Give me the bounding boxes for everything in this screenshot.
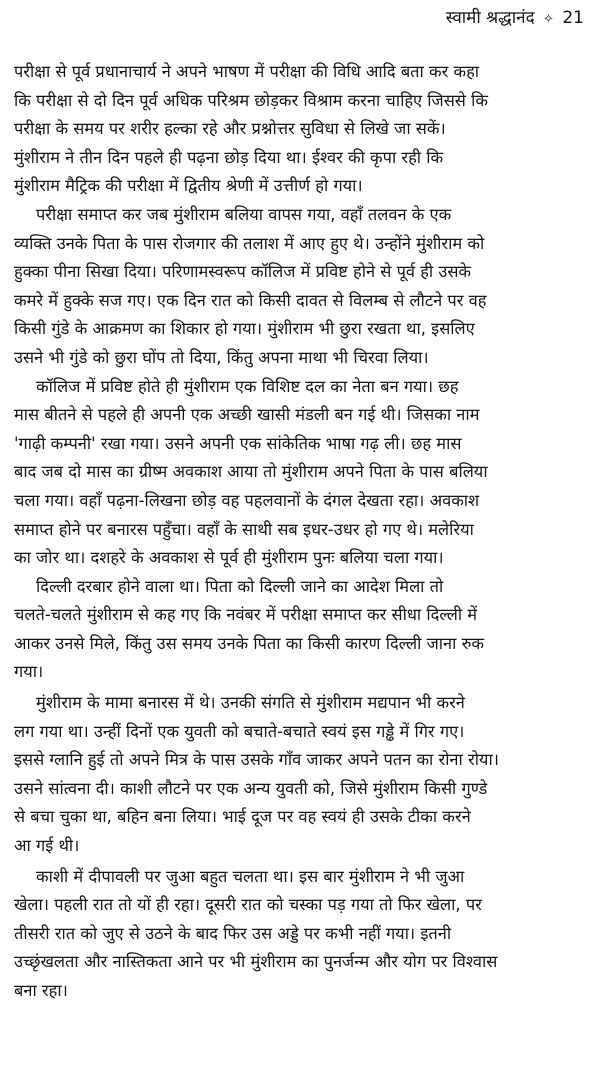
text-line: व्यक्ति उनके पिता के पास रोजगार की तलाश में आए हुए थे। उन्होंने मुंशीराम को — [14, 233, 485, 253]
text-line: बाद जब दो मास का ग्रीष्म अवकाश आया तो मुंशीराम अपने पिता के पास बलिया — [14, 462, 488, 482]
body-text — [14, 58, 586, 1006]
text-line: मुंशीराम के मामा बनारस में थे। उनकी संगति से मुंशीराम मद्यपान भी करने — [36, 693, 465, 713]
text-line: गया। — [14, 662, 44, 682]
running-header — [446, 6, 584, 32]
text-line: का जोर था। दशहरे के अवकाश से पूर्व ही मुंशीराम पुनः बलिया चला गया। — [14, 548, 444, 568]
text-line: लग गया था। उन्हीं दिनों एक युवती को बचाते-बचाते स्वयं इस गड्ढे में गिर गए। — [14, 721, 465, 741]
paragraph-6 — [14, 863, 586, 1006]
text-line: चला गया। वहाँ पढ़ना-लिखना छोड़ वह पहलवानों के दंगल देखता रहा। अवकाश — [14, 490, 480, 510]
text-line: किसी गुंडे के आक्रमण का शिकार हो गया। मुंशीराम भी छुरा रखता था, इसलिए — [14, 319, 475, 339]
text-line: मुंशीराम ने तीन दिन पहले ही पढ़ना छोड़ दिया था। ईश्वर की कृपा रही कि — [14, 147, 444, 167]
text-line: से बचा चुका था, बहिन बना लिया। भाई दूज पर वह स्वयं ही उसके टीका करने — [14, 807, 471, 827]
paragraph-4 — [14, 573, 586, 687]
paragraph-5 — [14, 689, 586, 861]
page-number: 21 — [562, 8, 584, 28]
text-line: परीक्षा से पूर्व प्रधानाचार्य ने अपने भाषण में परीक्षा की विधि आदि बता कर कहा — [14, 62, 480, 81]
text-line: परीक्षा के समय पर शरीर हल्का रहे और प्रश्नोत्तर सुविधा से लिखे जा सकें। — [14, 119, 446, 139]
text-line: उसने भी गुंडे को छुरा घोंप तो दिया, किंतु अपना माथा भी चिरवा लिया। — [14, 347, 429, 367]
text-line: हुक्का पीना सिखा दिया। परिणामस्वरूप कॉलिज में प्रविष्ट होने से पूर्व ही उसके — [14, 262, 472, 282]
book-title: स्वामी श्रद्धानंद — [445, 8, 535, 28]
text-line: इससे ग्लानि हुई तो अपने मित्र के पास उसके गाँव जाकर अपने पतन का रोना रोया। — [14, 750, 499, 770]
text-line: कमरे में हुक्के सज गए। एक दिन रात को किसी दावत से विलम्ब से लौटने पर वह — [14, 290, 487, 310]
text-line: चलते-चलते मुंशीराम से कह गए कि नवंबर में परीक्षा समाप्त कर सीधा दिल्ली में — [14, 605, 478, 625]
text-line: कॉलिज में प्रविष्ट होते ही मुंशीराम एक विशिष्ट दल का नेता बन गया। छह — [36, 376, 459, 396]
text-line: कि परीक्षा से दो दिन पूर्व अधिक परिश्रम छोड़कर विश्राम करना चाहिए जिससे कि — [14, 90, 488, 110]
text-line: आकर उनसे मिले, किंतु उस समय उनके पिता का किसी कारण दिल्ली जाना रुक — [14, 633, 484, 653]
text-line: 'गाढ़ी कम्पनी' रखा गया। उसने अपनी एक सांकेतिक भाषा गढ़ ली। छह मास — [14, 433, 462, 453]
text-line: उसने सांत्वना दी। काशी लौटने पर एक अन्य युवती को, जिसे मुंशीराम किसी गुण्डे — [14, 778, 488, 798]
paragraph-3 — [14, 373, 586, 573]
text-line: काशी में दीपावली पर जुआ बहुत चलता था। इस बार मुंशीराम ने भी जुआ — [36, 866, 465, 886]
text-line: खेला। पहली रात तो यों ही रहा। दूसरी रात को चस्का पड़ गया तो फिर खेला, पर — [14, 895, 482, 915]
ornament-separator-icon: ✧ — [543, 12, 554, 27]
text-line: मुंशीराम मैट्रिक की परीक्षा में द्वितीय श्रेणी में उत्तीर्ण हो गया। — [14, 176, 363, 196]
text-line: उच्छृंखलता और नास्तिकता आने पर भी मुंशीराम का पुनर्जन्म और योग पर विश्वास — [14, 952, 498, 972]
text-line: आ गई थी। — [14, 836, 80, 856]
text-line: बना रहा। — [14, 981, 68, 1000]
paragraph-2 — [14, 201, 586, 373]
text-line: परीक्षा समाप्त कर जब मुंशीराम बलिया वापस गया, वहाँ तलवन के एक — [36, 204, 452, 224]
text-line: समाप्त होने पर बनारस पहुँचा। वहाँ के साथी सब इधर-उधर हो गए थे। मलेरिया — [14, 519, 474, 539]
text-line: मास बीतने से पहले ही अपनी एक अच्छी खासी मंडली बन गई थी। जिसका नाम — [14, 405, 480, 425]
paragraph-1 — [14, 58, 586, 201]
text-line: दिल्ली दरबार होने वाला था। पिता को दिल्ली जाने का आदेश मिला तो — [36, 576, 444, 596]
text-line: तीसरी रात को जुए से उठने के बाद फिर उस अड्डे पर कभी नहीं गया। इतनी — [14, 923, 452, 943]
